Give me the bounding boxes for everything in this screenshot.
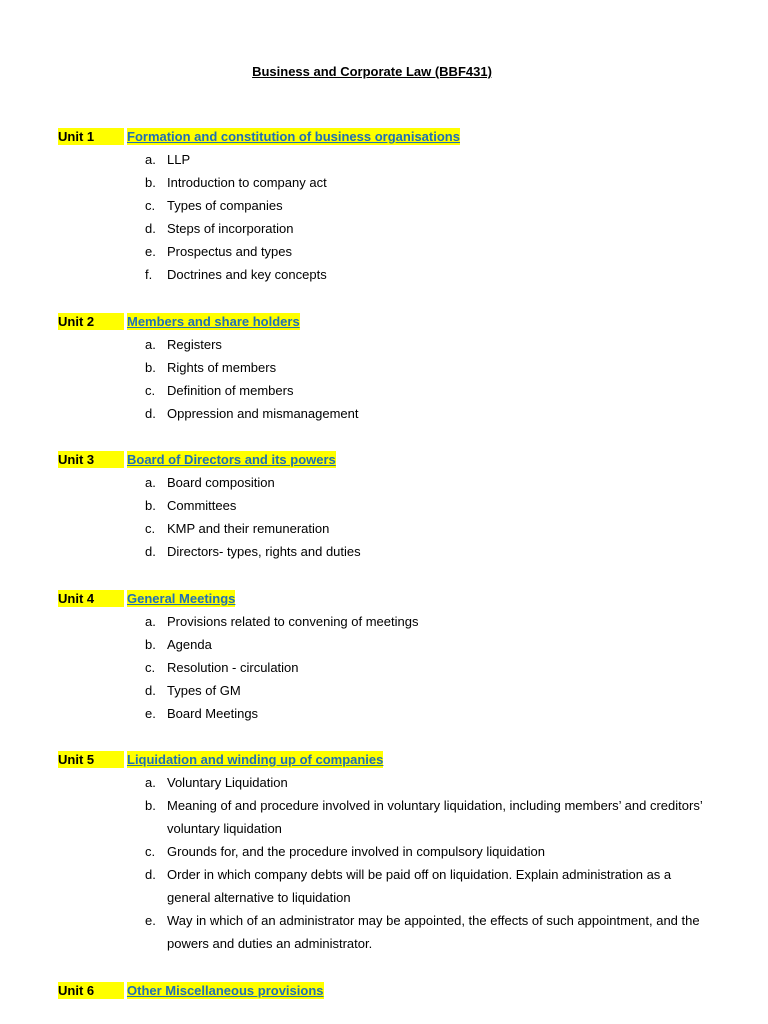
topic-item	[0, 679, 768, 702]
unit-header	[0, 982, 768, 1002]
topic-text: Meaning of and procedure involved in voluntary liquidation, including members’ and creditors’ voluntary liquidation	[167, 798, 703, 836]
topic-text: Board Meetings	[167, 706, 259, 721]
topic-text: KMP and their remuneration	[167, 521, 330, 536]
topic-marker: c.	[145, 383, 156, 398]
topic-marker: a.	[145, 614, 156, 629]
topic-item	[0, 379, 768, 402]
topic-text: Resolution - circulation	[167, 660, 299, 675]
unit-label: Unit 6	[58, 982, 124, 999]
topic-item	[0, 494, 768, 517]
topic-marker: e.	[145, 913, 156, 928]
topic-marker: c.	[145, 844, 156, 859]
topic-marker: d.	[145, 544, 156, 559]
topic-text: Introduction to company act	[167, 175, 327, 190]
topic-text: Order in which company debts will be paid off on liquidation. Explain administration as a general alternative to liquidation	[167, 867, 672, 905]
topic-text: Registers	[167, 337, 222, 352]
unit-section-6	[0, 982, 768, 1002]
topic-item	[0, 863, 768, 909]
unit-label: Unit 5	[58, 751, 124, 768]
topic-marker: e.	[145, 706, 156, 721]
topic-text: Grounds for, and the procedure involved in compulsory liquidation	[167, 844, 545, 859]
topic-marker: b.	[145, 498, 156, 513]
topic-text: Voluntary Liquidation	[167, 775, 288, 790]
topic-item	[0, 402, 768, 425]
unit-heading-link[interactable]: General Meetings	[127, 591, 236, 606]
topic-marker: b.	[145, 637, 156, 652]
topic-item	[0, 771, 768, 794]
unit-section-1	[0, 128, 768, 286]
topic-text: Types of companies	[167, 198, 283, 213]
topic-marker: a.	[145, 337, 156, 352]
unit-heading-link[interactable]: Members and share holders	[127, 314, 300, 329]
topic-text: Types of GM	[167, 683, 241, 698]
topic-text: Steps of incorporation	[167, 221, 294, 236]
topic-marker: d.	[145, 683, 156, 698]
unit-label: Unit 3	[58, 451, 124, 468]
unit-heading-link[interactable]: Formation and constitution of business organisations	[127, 129, 460, 144]
topic-item	[0, 217, 768, 240]
unit-section-4	[0, 590, 768, 725]
topic-text: LLP	[167, 152, 191, 167]
topic-text: Definition of members	[167, 383, 294, 398]
topic-item	[0, 148, 768, 171]
topic-marker: a.	[145, 475, 156, 490]
topic-marker: c.	[145, 660, 156, 675]
topic-marker: d.	[145, 221, 156, 236]
unit-label: Unit 1	[58, 128, 124, 145]
topic-list	[0, 148, 768, 286]
topic-text: Provisions related to convening of meetings	[167, 614, 419, 629]
topic-item	[0, 471, 768, 494]
document-title: Business and Corporate Law (BBF431)	[252, 64, 492, 79]
topic-item	[0, 240, 768, 263]
topic-item	[0, 633, 768, 656]
unit-section-5	[0, 751, 768, 955]
topic-marker: c.	[145, 198, 156, 213]
topic-text: Board composition	[167, 475, 275, 490]
topic-list	[0, 333, 768, 425]
topic-list	[0, 471, 768, 563]
topic-item	[0, 610, 768, 633]
unit-heading-link[interactable]: Liquidation and winding up of companies	[127, 752, 384, 767]
topic-marker: d.	[145, 406, 156, 421]
topic-list	[0, 771, 768, 955]
unit-label: Unit 4	[58, 590, 124, 607]
topic-text: Directors- types, rights and duties	[167, 544, 361, 559]
topic-marker: f.	[145, 267, 153, 282]
topic-text: Doctrines and key concepts	[167, 267, 327, 282]
topic-item	[0, 909, 768, 955]
topic-marker: a.	[145, 152, 156, 167]
unit-header	[0, 128, 768, 148]
topic-item	[0, 794, 768, 840]
topic-marker: b.	[145, 798, 156, 813]
topic-marker: d.	[145, 867, 156, 882]
topic-list	[0, 610, 768, 725]
unit-header	[0, 313, 768, 333]
topic-marker: c.	[145, 521, 156, 536]
topic-text: Way in which of an administrator may be appointed, the effects of such appointment, and the powers and duties an administrator.	[167, 913, 700, 951]
topic-item	[0, 356, 768, 379]
unit-label: Unit 2	[58, 313, 124, 330]
unit-header	[0, 451, 768, 471]
topic-marker: a.	[145, 775, 156, 790]
topic-item	[0, 656, 768, 679]
topic-item	[0, 194, 768, 217]
topic-marker: e.	[145, 244, 156, 259]
topic-item	[0, 263, 768, 286]
topic-item	[0, 540, 768, 563]
topic-item	[0, 171, 768, 194]
topic-text: Committees	[167, 498, 237, 513]
topic-marker: b.	[145, 175, 156, 190]
topic-text: Prospectus and types	[167, 244, 293, 259]
unit-section-2	[0, 313, 768, 425]
topic-item	[0, 517, 768, 540]
topic-item	[0, 702, 768, 725]
topic-text: Agenda	[167, 637, 212, 652]
unit-heading-link[interactable]: Board of Directors and its powers	[127, 452, 336, 467]
topic-text: Rights of members	[167, 360, 277, 375]
topic-item	[0, 840, 768, 863]
unit-header	[0, 751, 768, 771]
unit-heading-link[interactable]: Other Miscellaneous provisions	[127, 983, 324, 998]
unit-header	[0, 590, 768, 610]
topic-marker: b.	[145, 360, 156, 375]
unit-section-3	[0, 451, 768, 563]
topic-text: Oppression and mismanagement	[167, 406, 359, 421]
topic-item	[0, 333, 768, 356]
